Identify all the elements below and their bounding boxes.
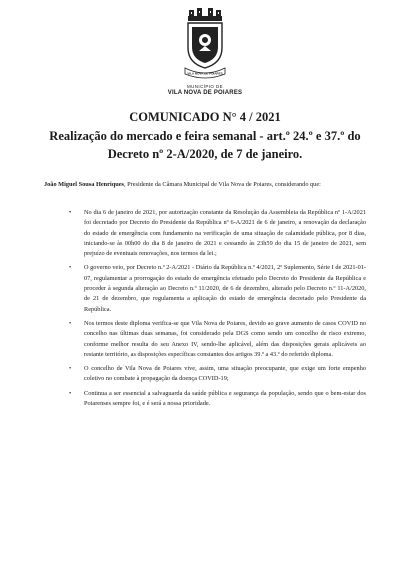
bullet-icon: • xyxy=(69,264,72,272)
bullet-icon: • xyxy=(69,365,72,373)
document-subtitle: Realização do mercado e feira semanal - art.º 24.º e 37.º do Decreto nº 2-A/2020, de 7 de janeiro. xyxy=(49,129,361,161)
municipio-name: VILA NOVA DE POIARES xyxy=(167,90,243,96)
document-title: COMUNICADO N° 4 / 2021 xyxy=(129,110,281,124)
list-item: • Continua a ser essencial a salvaguarda da saúde pública e segurança da população, sendo que o bem-estar dos Poiarenses sempre foi, e é será a nossa prioridade. xyxy=(69,389,366,408)
municipal-crest-logo xyxy=(183,8,227,82)
president-name: João Miguel Sousa Henriques xyxy=(44,181,124,188)
municipio-label: MUNICÍPIO DE xyxy=(186,84,224,89)
crest-scroll-text: VILA NOVA DE POIARES xyxy=(187,71,223,76)
intro-paragraph xyxy=(44,180,366,190)
bullet-icon: • xyxy=(69,209,72,216)
considerations-list xyxy=(44,208,366,413)
intro-text: , Presidente da Câmara Municipal de Vila Nova de Poiares, considerando que: xyxy=(123,181,321,188)
list-item: • Nos termos deste diploma verifica-se que Vila Nova de Poiares, devido ao grave aumento de casos COVID no concelho nas últimas duas semanas, foi considerado pela DGS como sendo um concelho de risco extremo, conforme melhor resulta do seu Anexo IV, sendo-lhe aplicável, além das disposições gerais aplicáveis ao restante território, as disposições específicas constantes dos artigos 39.º a 43.º do referido diploma. xyxy=(69,319,366,358)
list-item: • O concelho de Vila Nova de Poiares vive, assim, uma situação preocupante, que exige um forte empenho coletivo no combate à propagação da doença COVID-19; xyxy=(69,365,366,383)
bullet-icon: • xyxy=(69,389,72,397)
bullet-icon: • xyxy=(69,319,72,327)
list-item: • O governo veio, por Decreto n.º 2-A/2021 - Diário da República n.º 4/2021, 2º Suplemento, Série I de 2021-01-07, regulamentar a prorrogação do estado de emergência efetuado pelo Decreto do Presidente da República e proceder à segunda alteração ao Decreto n.º 11/2020, de 6 de dezembro, alterado pelo Decreto n.º 11-A/2020, de 21 de dezembro, que regulamenta a aplicação do estado de emergência decretado pelo Presidente da República. xyxy=(69,264,366,313)
list-item: • No dia 6 de janeiro de 2021, por autorização constante da Resolução da Assembleia da República nº 1-A/2021 foi decretado por Decreto do Presidente da República nº 6-A/2021 de 6 de janeiro, a renovação da declaração do estado de emergência com fundamento na verificação de uma situação de calamidade pública, por 8 dias, iniciando-se às 00h00 do dia 8 de janeiro de 2021 e cessando às 23h59 do dia 15 de janeiro de 2021, sem prejuízo de eventuais renovações, nos termos da lei.; xyxy=(69,209,366,258)
